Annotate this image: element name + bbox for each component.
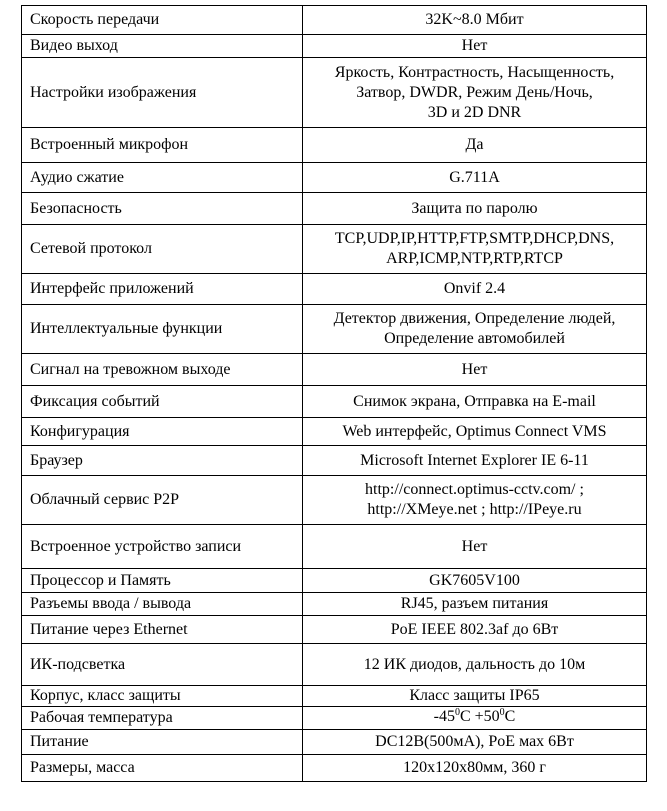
spec-value <box>303 616 647 644</box>
spec-value <box>303 644 647 686</box>
spec-value <box>303 386 647 418</box>
degree-superscript: 0 <box>454 707 460 718</box>
spec-value <box>303 730 647 755</box>
degree-superscript: 0 <box>499 707 505 718</box>
spec-value <box>303 593 647 616</box>
spec-row <box>22 686 647 707</box>
spec-label: Интерфейс приложений <box>22 274 303 305</box>
spec-value <box>303 755 647 782</box>
spec-row <box>22 418 647 446</box>
spec-value <box>303 418 647 446</box>
spec-label: Скорость передачи <box>22 6 303 35</box>
spec-value-part: -45 <box>433 708 455 725</box>
spec-value <box>303 274 647 305</box>
spec-label: Видео выход <box>22 35 303 58</box>
spec-label: Питание <box>22 730 303 755</box>
spec-value-line: Нет <box>461 360 488 378</box>
spec-label: Сигнал на тревожном выходе <box>22 354 303 386</box>
spec-value-line: Да <box>465 136 484 153</box>
spec-value-line: Класс защиты IP65 <box>409 687 540 704</box>
spec-value-part: C <box>504 708 516 725</box>
spec-value-part: C +50 <box>459 708 500 725</box>
spec-label: Рабочая температура <box>22 707 303 730</box>
spec-label: Процессор и Память <box>22 569 303 593</box>
spec-value <box>303 354 647 386</box>
spec-value-line: http://XMeye.net ; http://IPeye.ru <box>367 501 582 518</box>
spec-value-line: Защита по паролю <box>411 199 538 217</box>
spec-row <box>22 707 647 730</box>
spec-value-line: Onvif 2.4 <box>443 280 506 297</box>
spec-label: Встроенный микрофон <box>22 128 303 163</box>
spec-value-line: Затвор, DWDR, Режим День/Ночь, <box>356 83 593 101</box>
spec-value-line: 12 ИК диодов, дальность до 10м <box>363 655 586 673</box>
spec-value <box>303 163 647 193</box>
spec-value <box>303 569 647 593</box>
spec-value-line: 120х120х80мм, 360 г <box>403 759 546 776</box>
spec-label: Аудио сжатие <box>22 163 303 193</box>
spec-value-line: Нет <box>461 37 488 54</box>
spec-value-line: TCP,UDP,IP,HTTP,FTP,SMTP,DHCP,DNS, <box>334 230 615 247</box>
spec-label: Безопасность <box>22 193 303 225</box>
spec-row <box>22 616 647 644</box>
spec-row <box>22 730 647 755</box>
spec-table <box>21 5 647 782</box>
spec-value-line: Детектор движения, Определение людей, <box>333 310 616 327</box>
spec-label: Питание через Ethernet <box>22 616 303 644</box>
spec-value <box>303 707 647 730</box>
spec-value-line: 32K~8.0 Мбит <box>425 11 524 28</box>
spec-label: Сетевой протокол <box>22 225 303 274</box>
spec-label: Браузер <box>22 446 303 476</box>
spec-label: Облачный сервис P2P <box>22 476 303 525</box>
spec-row <box>22 305 647 354</box>
spec-value <box>303 476 647 525</box>
spec-value <box>303 525 647 569</box>
spec-row <box>22 476 647 525</box>
spec-value-line: Microsoft Internet Explorer IE 6-11 <box>360 451 589 469</box>
spec-row <box>22 569 647 593</box>
spec-value <box>303 193 647 225</box>
spec-row <box>22 755 647 782</box>
spec-row <box>22 354 647 386</box>
spec-value <box>303 686 647 707</box>
spec-value-line: PoE IEEE 802.3af до 6Вт <box>390 620 559 638</box>
spec-value <box>303 225 647 274</box>
spec-row <box>22 525 647 569</box>
spec-value <box>303 6 647 35</box>
spec-row <box>22 193 647 225</box>
spec-row <box>22 446 647 476</box>
spec-row <box>22 58 647 128</box>
spec-value-line: Снимок экрана, Отправка на E-mail <box>353 392 596 410</box>
spec-value <box>303 35 647 58</box>
spec-value-line: http://connect.optimus-cctv.com/ ; <box>365 481 584 498</box>
spec-label: Настройки изображения <box>22 58 303 128</box>
spec-label: ИК-подсветка <box>22 644 303 686</box>
spec-label: Встроенное устройство записи <box>22 525 303 569</box>
spec-label: Конфигурация <box>22 418 303 446</box>
spec-value <box>303 128 647 163</box>
spec-value-line: 3D и 2D DNR <box>427 103 522 121</box>
spec-value-line: GK7605V100 <box>429 571 520 589</box>
spec-row <box>22 35 647 58</box>
spec-value-line: ARP,ICMP,NTP,RTP,RTCP <box>386 250 563 267</box>
spec-label: Размеры, масса <box>22 755 303 782</box>
spec-value-line: Определение автомобилей <box>384 330 565 347</box>
spec-value <box>303 446 647 476</box>
spec-label: Интеллектуальные функции <box>22 305 303 354</box>
spec-row <box>22 274 647 305</box>
spec-value-line: Нет <box>461 537 488 555</box>
spec-value-line: G.711A <box>449 168 500 186</box>
spec-row <box>22 128 647 163</box>
spec-row <box>22 386 647 418</box>
spec-value-line: Web интерфейс, Optimus Connect VMS <box>342 422 607 440</box>
spec-label: Корпус, класс защиты <box>22 686 303 707</box>
spec-value <box>303 58 647 128</box>
spec-value-line: RJ45, разъем питания <box>400 595 549 612</box>
spec-row <box>22 6 647 35</box>
spec-value <box>303 305 647 354</box>
spec-row <box>22 644 647 686</box>
spec-label: Разъемы ввода / вывода <box>22 593 303 616</box>
spec-table-body <box>22 6 647 782</box>
spec-value-line: DC12В(500мА), PoE мах 6Вт <box>375 733 574 750</box>
spec-row <box>22 225 647 274</box>
spec-row <box>22 593 647 616</box>
spec-value-line: Яркость, Контрастность, Насыщенность, <box>334 63 615 81</box>
spec-label: Фиксация событий <box>22 386 303 418</box>
spec-row <box>22 163 647 193</box>
